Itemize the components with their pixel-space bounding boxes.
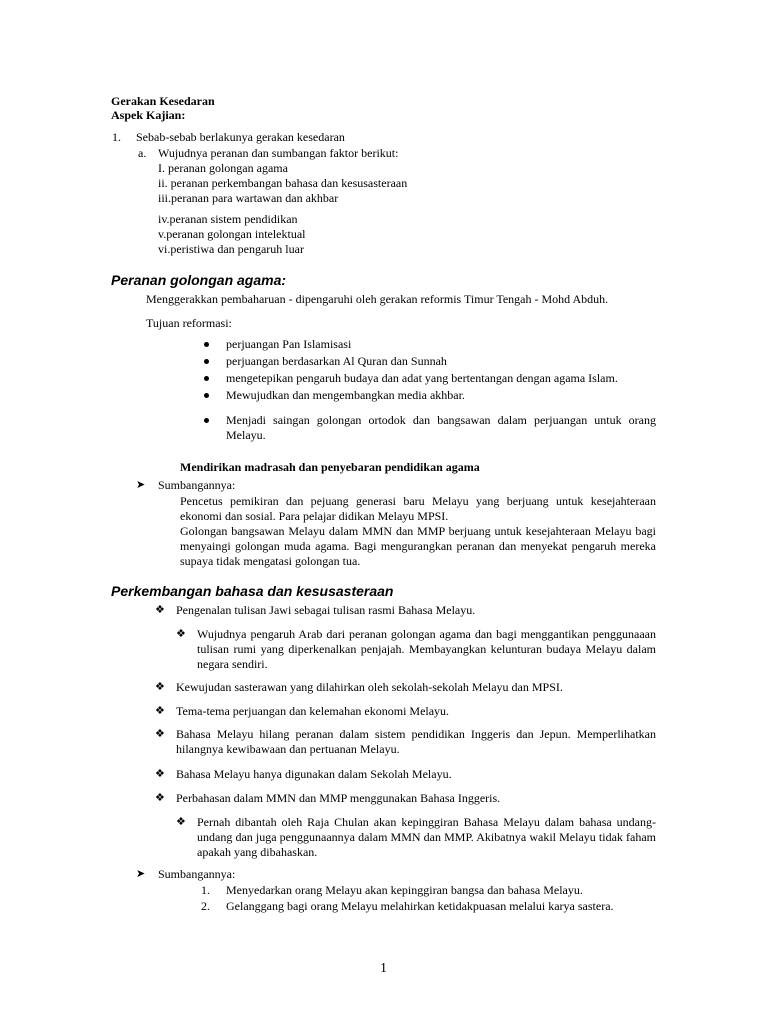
factor-item: I. peranan golongan agama bbox=[158, 161, 288, 175]
diamond-bullet-icon: ❖ bbox=[155, 768, 165, 780]
bullet-item: perjuangan berdasarkan Al Quran dan Sunnah bbox=[226, 354, 447, 368]
factor-item: v.peranan golongan intelektual bbox=[158, 227, 306, 241]
bullet-icon bbox=[204, 393, 209, 398]
bullet-item: Menjadi saingan golongan ortodok dan bangsawan dalam perjuangan untuk orang Melayu. bbox=[226, 413, 656, 442]
paragraph: Golongan bangsawan Melayu dalam MMN dan MMP berjuang untuk kesejahteraan Melayu bagi menyaingi golongan muda agama. Bagi mengurangkan peranan dan menyekat pengaruh mereka supaya tidak mengatasi golongan tua. bbox=[180, 524, 656, 568]
factor-item: iv.peranan sistem pendidikan bbox=[158, 212, 298, 226]
bullet-icon bbox=[204, 342, 209, 347]
numbered-item: Gelanggang bagi orang Melayu melahirkan ketidakpuasan melalui karya sastera. bbox=[226, 899, 614, 913]
doc-title: Gerakan Kesedaran bbox=[111, 94, 215, 108]
sublist-item: Wujudnya peranan dan sumbangan faktor berikut: bbox=[158, 146, 399, 160]
bullet-icon bbox=[204, 376, 209, 381]
paragraph: Menggerakkan pembaharuan - dipengaruhi oleh gerakan reformis Timur Tengah - Mohd Abduh. bbox=[146, 292, 609, 306]
factor-item: ii. peranan perkembangan bahasa dan kesusasteraan bbox=[158, 176, 408, 190]
list-number: 1. bbox=[112, 130, 121, 144]
arrow-bullet-icon: ➤ bbox=[136, 868, 146, 880]
arrow-bullet-icon: ➤ bbox=[136, 479, 146, 491]
bullet-item: perjuangan Pan Islamisasi bbox=[226, 337, 352, 351]
sublist-label: a. bbox=[138, 146, 147, 160]
list-item: Perbahasan dalam MMN dan MMP menggunakan Bahasa Inggeris. bbox=[176, 791, 501, 805]
sumbangan-label: Sumbangannya: bbox=[158, 867, 236, 881]
bullet-item: Mewujudkan dan mengembangkan media akhbar. bbox=[226, 388, 465, 402]
bullet-icon bbox=[204, 418, 209, 423]
paragraph: Tujuan reformasi: bbox=[146, 316, 232, 330]
list-item: Bahasa Melayu hilang peranan dalam sistem pendidikan Inggeris dan Jepun. Memperlihatkan hilangnya kewibawaan dan pertuanan Melayu. bbox=[176, 727, 656, 756]
list-item: Bahasa Melayu hanya digunakan dalam Sekolah Melayu. bbox=[176, 767, 452, 781]
list-item: Tema-tema perjuangan dan kelemahan ekonomi Melayu. bbox=[176, 704, 450, 718]
diamond-bullet-icon: ❖ bbox=[155, 728, 165, 740]
diamond-bullet-icon: ❖ bbox=[155, 681, 165, 693]
numbered-item: Menyedarkan orang Melayu akan kepinggiran bangsa dan bahasa Melayu. bbox=[226, 883, 583, 897]
diamond-bullet-icon: ❖ bbox=[176, 628, 186, 640]
diamond-bullet-icon: ❖ bbox=[155, 705, 165, 717]
list-number: 2. bbox=[201, 899, 210, 913]
factor-item: vi.peristiwa dan pengaruh luar bbox=[158, 242, 304, 256]
diamond-bullet-icon: ❖ bbox=[155, 792, 165, 804]
diamond-bullet-icon: ❖ bbox=[155, 604, 165, 616]
list-item: Pernah dibantah oleh Raja Chulan akan kepinggiran Bahasa Melayu dalam bahasa undang-undang dan juga penggunaannya dalam MMN dan MMP. Akibatnya wakil Melayu tidak faham apakah yang dibahaskan. bbox=[197, 815, 656, 859]
list-item: Sebab-sebab berlakunya gerakan kesedaran bbox=[136, 130, 345, 144]
paragraph: Pencetus pemikiran dan pejuang generasi baru Melayu yang berjuang untuk kesejahteraan ekonomi dan sosial. Para pelajar didikan Melayu MPSI. bbox=[180, 494, 656, 523]
section-title: Peranan golongan agama: bbox=[111, 272, 287, 288]
subheading: Mendirikan madrasah dan penyebaran pendidikan agama bbox=[180, 460, 480, 474]
section-title: Perkembangan bahasa dan kesusasteraan bbox=[111, 583, 394, 599]
sumbangan-label: Sumbangannya: bbox=[158, 478, 236, 492]
page-number: 1 bbox=[380, 961, 387, 976]
bullet-item: mengetepikan pengaruh budaya dan adat yang bertentangan dengan agama Islam. bbox=[226, 371, 618, 385]
factor-item: iii.peranan para wartawan dan akhbar bbox=[158, 191, 339, 205]
diamond-bullet-icon: ❖ bbox=[176, 816, 186, 828]
list-item: Wujudnya pengaruh Arab dari peranan golongan agama dan bagi menggantikan penggunaaan tulisan rumi yang diperkenalkan penjajah. Membayangkan kelunturan budaya Melayu dalam negara sendiri. bbox=[197, 627, 656, 671]
bullet-icon bbox=[204, 359, 209, 364]
list-item: Kewujudan sasterawan yang dilahirkan oleh sekolah-sekolah Melayu dan MPSI. bbox=[176, 680, 563, 694]
doc-subtitle: Aspek Kajian: bbox=[111, 108, 186, 122]
list-number: 1. bbox=[201, 883, 210, 897]
list-item: Pengenalan tulisan Jawi sebagai tulisan rasmi Bahasa Melayu. bbox=[176, 603, 476, 617]
